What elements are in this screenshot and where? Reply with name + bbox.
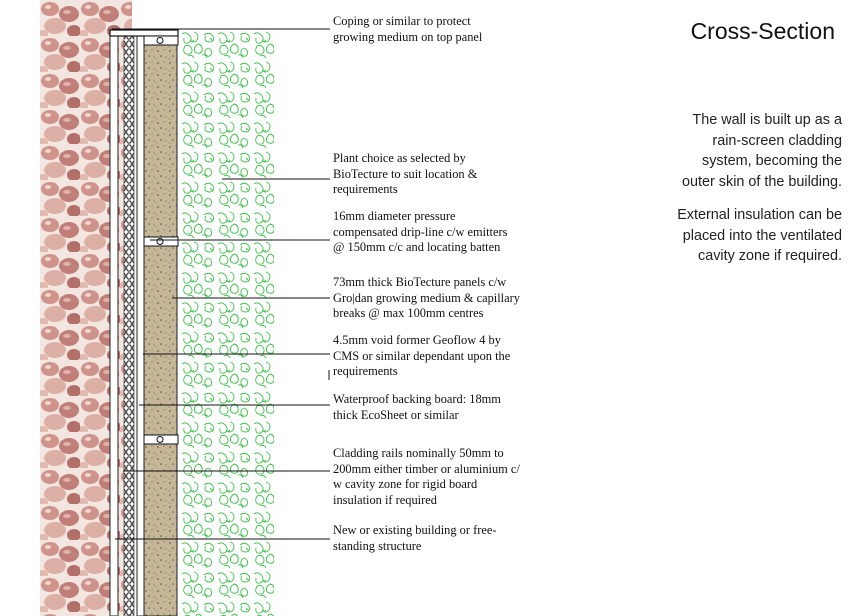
description-rain-screen: The wall is built up as a rain-screen cladding system, becoming the outer skin of the building. — [682, 112, 842, 190]
drip-line — [144, 237, 178, 246]
callout-void-former: 4.5mm void former Geoflow 4 by CMS or similar dependant upon the requirements — [333, 333, 511, 379]
building-structure — [110, 30, 118, 616]
callout-drip-line: 16mm diameter pressure compensated drip-line c/w emitters @ 150mm c/c and locating batten — [333, 209, 508, 255]
callout-backing-board: Waterproof backing board: 18mm thick EcoSheet or similar — [333, 392, 501, 422]
callout-biotecture-panels: 73mm thick BioTecture panels c/w Gro|dan growing medium & capillary breaks @ max 100mm centres — [333, 275, 520, 321]
callout-cladding-rails: Cladding rails nominally 50mm to 200mm either timber or aluminium c/ w cavity zone for rigid board insulation if required — [333, 446, 520, 507]
backing-board — [137, 34, 144, 616]
callout-coping: Coping or similar to protect growing medium on top panel — [333, 14, 483, 44]
drip-line — [144, 435, 178, 444]
cladding-rail — [124, 34, 134, 616]
page-title: Cross-Section — [690, 18, 835, 44]
coping — [110, 30, 178, 36]
callout-plant-choice: Plant choice as selected by BioTecture to suit location & requirements — [333, 151, 478, 197]
growing-medium-panel — [144, 34, 177, 616]
callout-building-structure: New or existing building or free- standing structure — [333, 523, 497, 553]
plant-growth-layer — [182, 30, 274, 616]
drip-line — [144, 36, 178, 45]
description-insulation: External insulation can be placed into the ventilated cavity zone if required. — [677, 207, 842, 264]
